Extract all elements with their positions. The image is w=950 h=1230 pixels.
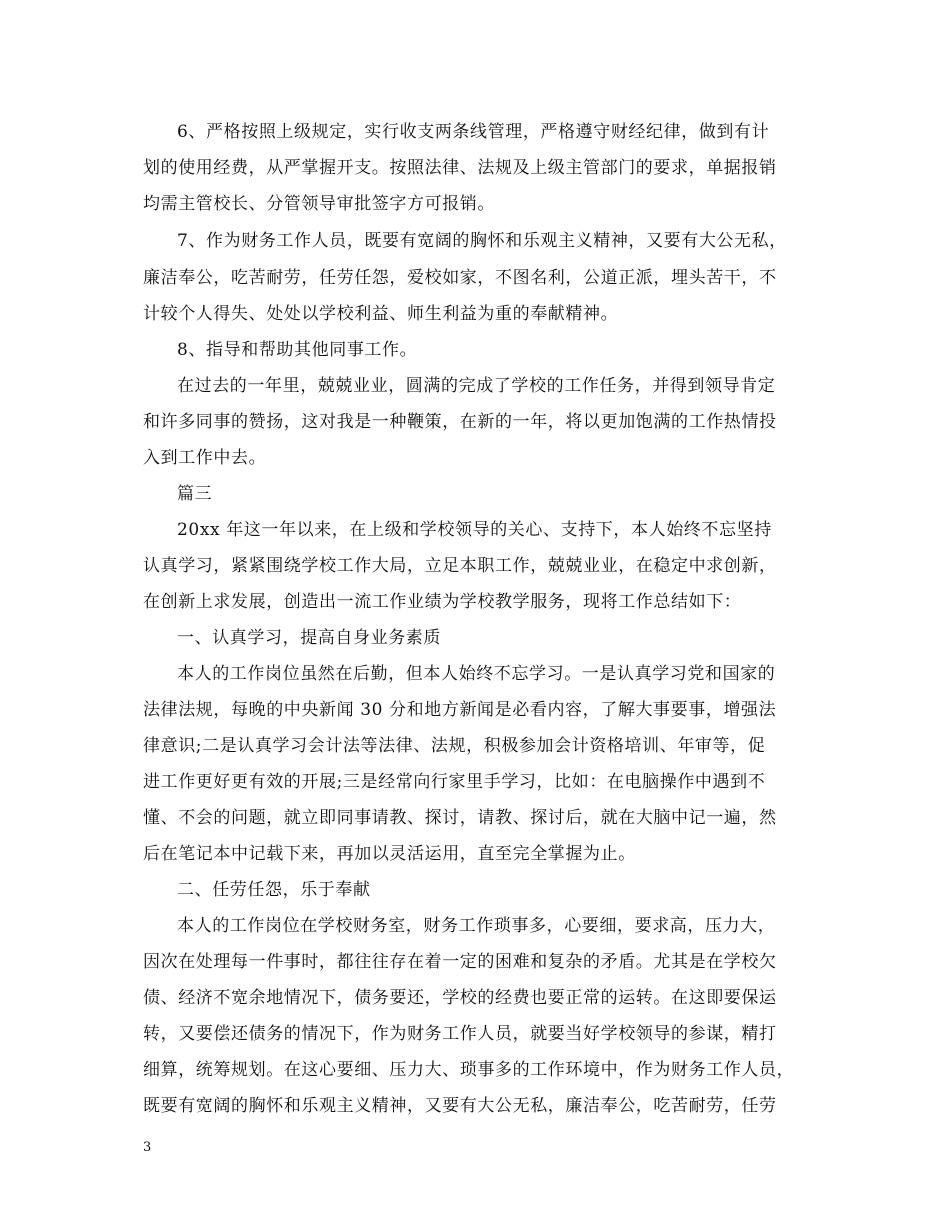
text-line: 廉洁奉公，吃苦耐劳，任劳任怨，爱校如家，不图名利，公道正派，埋头苦干，不 [143,268,777,288]
text-line: 本人的工作岗位在学校财务室，财务工作琐事多，心要细，要求高，压力大， [177,916,776,936]
text-line: 懂、不会的问题，就立即同事请教、探讨，请教、探讨后，就在大脑中记一遍，然 [143,808,777,828]
text-line: 因次在处理每一件事时，都往往存在着一定的困难和复杂的矛盾。尤其是在学校欠 [143,952,777,972]
text-line: 进工作更好更有效的开展;三是经常向行家里手学习，比如：在电脑操作中遇到不 [143,772,766,792]
text-line: 和许多同事的赞扬，这对我是一种鞭策，在新的一年，将以更加饱满的工作热情投 [143,412,777,432]
text-line: 8、指导和帮助其他同事工作。 [177,340,418,360]
text-line: 后在笔记本中记载下来，再加以灵活运用，直至完全掌握为止。 [143,844,636,864]
text-line: 划的使用经费，从严掌握开支。按照法律、法规及上级主管部门的要求，单据报销 [143,158,777,178]
text-line: 转，又要偿还债务的情况下，作为财务工作人员，就要当好学校领导的参谋，精打 [143,1024,777,1044]
text-line: 律意识;二是认真学习会计法等法律、法规，积极参加会计资格培训、年审等，促 [143,736,766,756]
text-line: 入到工作中去。 [143,448,267,468]
section-heading: 篇三 [177,484,213,504]
text-line: 7、作为财务工作人员，既要有宽阔的胸怀和乐观主义精神，又要有大公无私， [177,231,787,251]
text-line: 细算，统筹规划。在这心要细、压力大、琐事多的工作环境中，作为财务工作人员， [143,1060,795,1080]
text-line: 债、经济不宽余地情况下，债务要还，学校的经费也要正常的运转。在这即要保运 [143,988,777,1008]
text-line: 6、严格按照上级规定，实行收支两条线管理，严格遵守财经纪律，做到有计 [177,122,770,142]
text-line: 在创新上求发展，创造出一流工作业绩为学校教学服务，现将工作总结如下： [143,592,742,612]
text-line: 本人的工作岗位虽然在后勤，但本人始终不忘学习。一是认真学习党和国家的 [177,664,776,684]
text-line: 既要有宽阔的胸怀和乐观主义精神，又要有大公无私，廉洁奉公，吃苦耐劳，任劳 [143,1096,777,1116]
text-line: 20xx 年这一年以来，在上级和学校领导的关心、支持下，本人始终不忘坚持 [177,520,772,540]
text-line: 法律法规，每晚的中央新闻 30 分和地方新闻是必看内容，了解大事要事，增强法 [143,700,777,720]
text-line: 计较个人得失、处处以学校利益、师生利益为重的奉献精神。 [143,304,619,324]
text-line: 均需主管校长、分管领导审批签字方可报销。 [143,194,495,214]
section-heading: 二、任劳任怨，乐于奉献 [177,880,371,900]
text-line: 在过去的一年里，兢兢业业，圆满的完成了学校的工作任务，并得到领导肯定 [177,376,776,396]
text-line: 认真学习，紧紧围绕学校工作大局，立足本职工作，兢兢业业，在稳定中求创新， [143,556,777,576]
page-number: 3 [143,1140,152,1155]
section-heading: 一、认真学习，提高自身业务素质 [177,628,441,648]
